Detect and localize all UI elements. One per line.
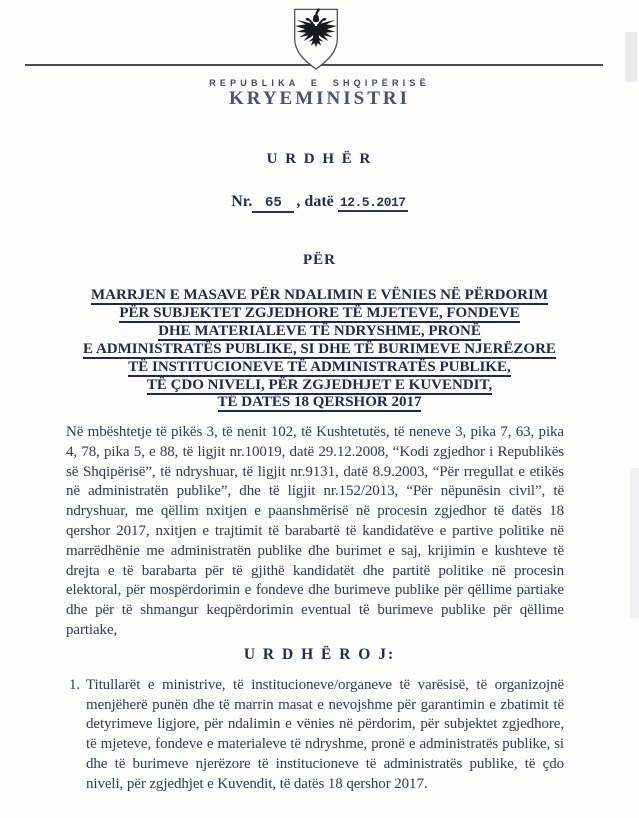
subject-title-line: E ADMINISTRATËS PUBLIKE, SI DHE TË BURIMEVE NJERËZORE xyxy=(83,340,556,357)
decree-items xyxy=(69,676,564,795)
legal-preamble-paragraph: Në mbështetje të pikës 3, të nenit 102, të Kushtetutës, të neneve 3, pika 7, 63, pika 4, 78, pika 5, e 88, të ligjit nr.10019, datë 29.12.2008, “Kodi zgjedhor i Republikës së Shqipërisë”, të ndryshuar, të ligjit nr.9131, datë 8.9.2003, “Për rregullat e etikës në administratën publike”, dhe të ligjit nr.152/2013, “Për nëpunësin civil”, të ndryshuar, me qëllim nxitjen e paanshmërisë në procesin zgjedhor të datës 18 qershor 2017, nxitjen e trajtimit të barabartë të kandidatëve e partive politike në marrëdhënie me administratën publike dhe burimet e saj, krijimin e kushteve të drejta e të barabarta për të gjithë kandidatët dhe partitë politike në procesin elektoral, për mospërdorimin e fondeve dhe burimeve publike për qëllime partiake dhe për të shmangur keqpërdorimin eventual të burimeve publike për qëllime partiake, xyxy=(66,424,564,638)
scan-artifact-right-top xyxy=(625,32,637,82)
albanian-eagle-crest-icon xyxy=(290,7,342,72)
subject-title-line: TË DATËS 18 QERSHOR 2017 xyxy=(217,394,422,411)
item-text: Titullarët e ministrive, të institucioneve/organeve të varësisë, të organizojnë menjëherë punën dhe të marrin masat e nevojshme për garantimin e zbatimit të detyrimeve ligjore, për ndalimin e vënies në përdorim, për subjektet zgjedhore, të mjeteve, fondeve e materialeve të ndryshme, pronë e administratës publike, si dhe të burimeve njerëzore të institucioneve të administratës publike, të çdo niveli, për zgjedhjet e Kuvendit, të datës 18 qershor 2017. xyxy=(86,676,564,792)
subject-title-line: MARRJEN E MASAVE PËR NDALIMIN E VËNIES NË PËRDORIM xyxy=(91,287,548,303)
order-subject-title xyxy=(0,287,639,412)
decree-heading: U R D H Ë R O J: xyxy=(243,645,396,663)
institution-name: KRYEMINISTRI xyxy=(228,88,411,109)
order-body xyxy=(0,423,639,795)
date-label: , datë xyxy=(296,193,334,210)
republic-name: REPUBLIKA E SHQIPËRISË xyxy=(209,78,430,88)
subject-title-line: DHE MATERIALEVE TË NDRYSHME, PRONË xyxy=(158,322,481,339)
number-label: Nr. xyxy=(231,193,253,210)
order-heading: U R D H Ë R xyxy=(266,151,373,167)
subject-preposition: PËR xyxy=(303,252,336,268)
subject-title-line: TË ÇDO NIVELI, PËR ZGJEDHJET E KUVENDIT, xyxy=(146,376,493,393)
order-number-field: 65 xyxy=(252,195,294,213)
item-number: 1. xyxy=(69,676,81,693)
decree-item-1 xyxy=(69,676,564,795)
subject-title-line: TË INSTITUCIONEVE TË ADMINISTRATËS PUBLIKE, xyxy=(128,358,511,375)
order-reference-line xyxy=(0,193,639,213)
subject-title-line: PËR SUBJEKTET ZGJEDHORE TË MJETEVE, FONDEVE xyxy=(119,304,520,321)
order-date-field: 12.5.2017 xyxy=(338,195,408,212)
